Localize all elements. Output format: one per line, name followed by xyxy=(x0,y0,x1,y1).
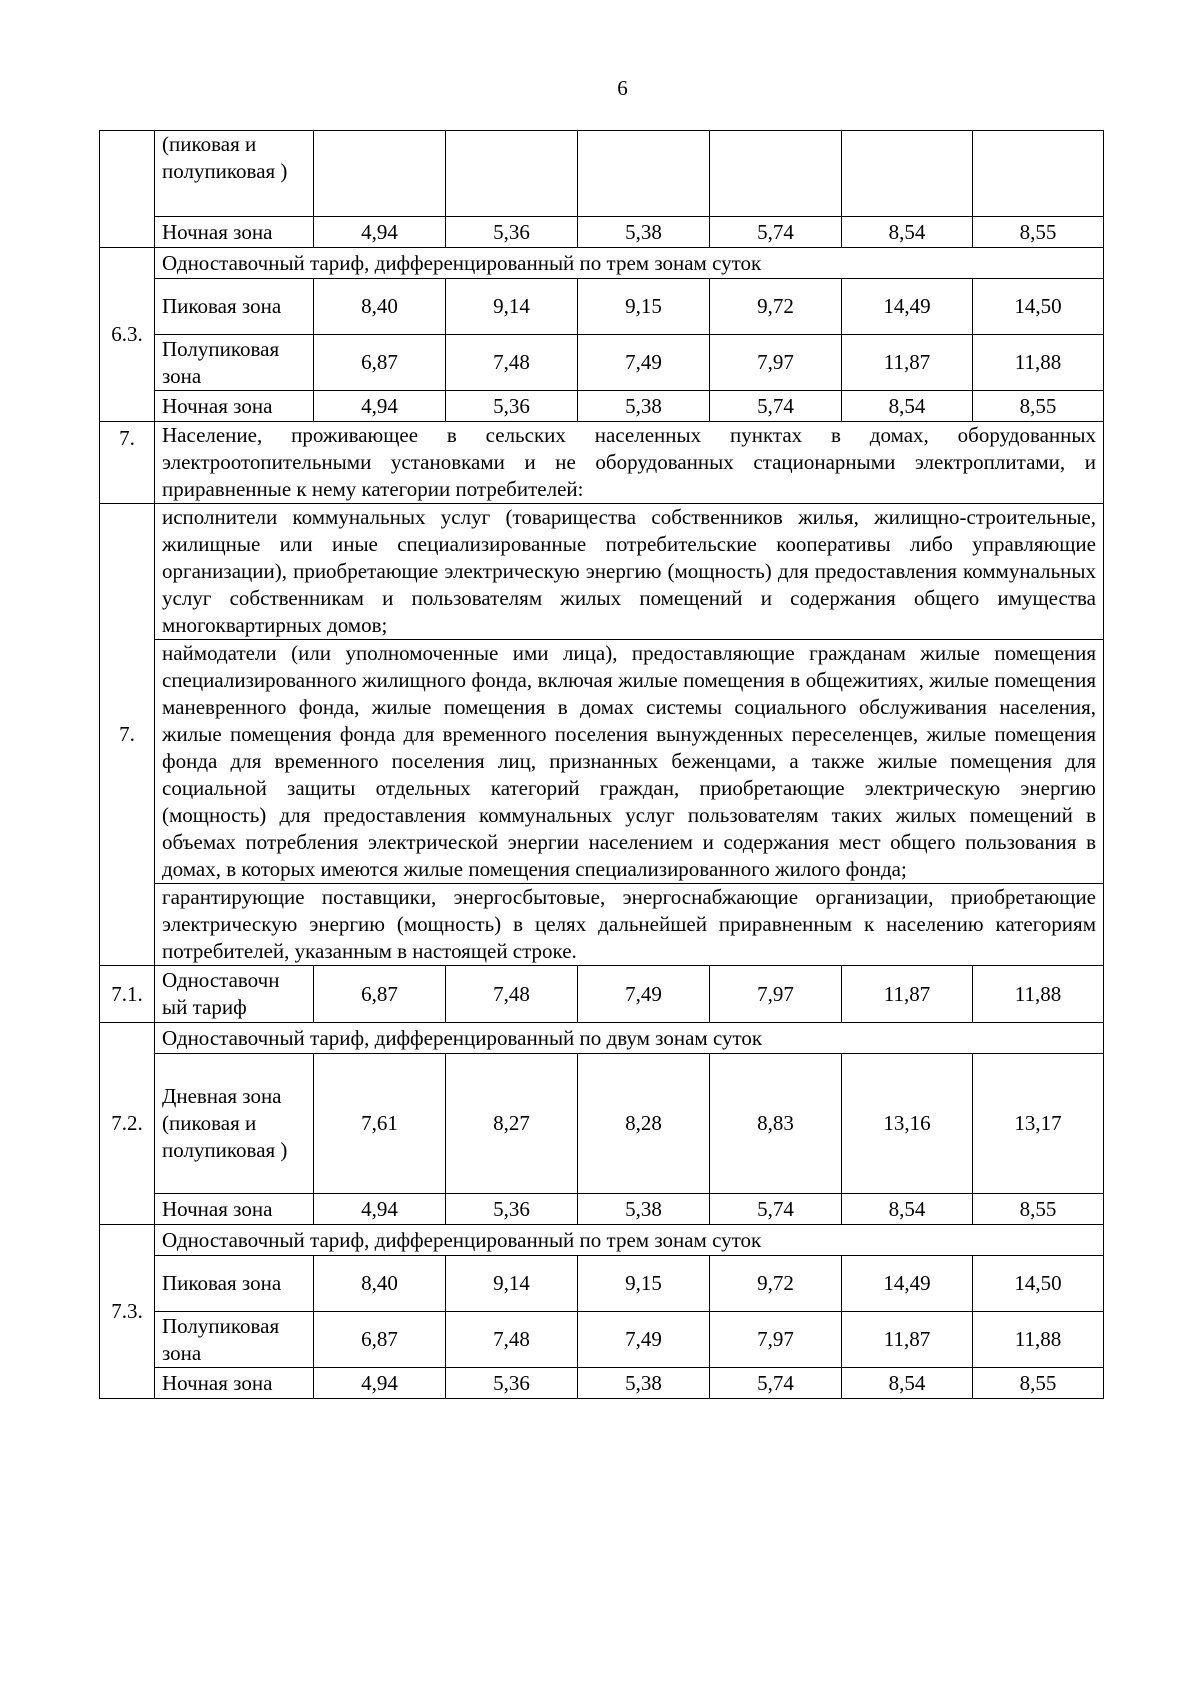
page-number: 6 xyxy=(617,76,628,100)
value-cell: 9,72 xyxy=(710,279,842,335)
row-number-cell: 7. xyxy=(100,504,155,966)
category-description: Население, проживающее в сельских населенных пунктах в домах, оборудованных электроотопительными установками и не оборудованных стационарными электроплитами, и приравненные к нему категории потребителей: xyxy=(155,422,1104,504)
zone-label: Полупиковая зона xyxy=(155,1312,314,1368)
value-cell: 5,36 xyxy=(446,217,578,248)
table-row xyxy=(100,1194,1104,1225)
value-cell: 8,55 xyxy=(973,391,1104,422)
row-number-cell: 7.3. xyxy=(100,1225,155,1399)
zone-label: Ночная зона xyxy=(155,391,314,422)
table-row xyxy=(100,279,1104,335)
value-cell: 8,54 xyxy=(842,217,973,248)
zone-label: Пиковая зона xyxy=(155,1256,314,1312)
value-cell: 9,15 xyxy=(578,1256,710,1312)
value-cell: 7,49 xyxy=(578,335,710,391)
table-row xyxy=(100,1256,1104,1312)
value-cell: 7,48 xyxy=(446,966,578,1023)
value-cell xyxy=(842,131,973,217)
value-cell: 9,15 xyxy=(578,279,710,335)
value-cell: 9,14 xyxy=(446,279,578,335)
value-cell: 8,54 xyxy=(842,1194,973,1225)
value-cell: 5,36 xyxy=(446,1368,578,1399)
value-cell: 8,55 xyxy=(973,217,1104,248)
value-cell: 5,38 xyxy=(578,391,710,422)
zone-label: Ночная зона xyxy=(155,1368,314,1399)
value-cell: 5,38 xyxy=(578,217,710,248)
value-cell: 7,48 xyxy=(446,335,578,391)
value-cell: 7,49 xyxy=(578,966,710,1023)
value-cell: 9,72 xyxy=(710,1256,842,1312)
zone-label: Ночная зона xyxy=(155,217,314,248)
value-cell: 11,87 xyxy=(842,966,973,1023)
table-row xyxy=(100,217,1104,248)
value-cell: 8,27 xyxy=(446,1054,578,1194)
tariff-table xyxy=(99,130,1104,1399)
value-cell: 7,48 xyxy=(446,1312,578,1368)
table-row xyxy=(100,1368,1104,1399)
table-row xyxy=(100,131,1104,217)
value-cell: 5,74 xyxy=(710,391,842,422)
row-number-cell: 7.2. xyxy=(100,1023,155,1225)
value-cell: 11,88 xyxy=(973,966,1104,1023)
row-number-cell: 6.3. xyxy=(100,248,155,422)
zone-label: Полупиковая зона xyxy=(155,335,314,391)
zone-label: Дневная зона (пиковая и полупиковая ) xyxy=(155,1054,314,1194)
value-cell: 11,88 xyxy=(973,335,1104,391)
value-cell: 8,54 xyxy=(842,391,973,422)
row-number-cell xyxy=(100,131,155,248)
zone-label: Одноставочн ый тариф xyxy=(155,966,314,1023)
table-row xyxy=(100,640,1104,884)
value-cell: 6,87 xyxy=(314,1312,446,1368)
table-row xyxy=(100,391,1104,422)
value-cell: 4,94 xyxy=(314,217,446,248)
value-cell: 8,55 xyxy=(973,1194,1104,1225)
value-cell: 9,14 xyxy=(446,1256,578,1312)
section-header: Одноставочный тариф, дифференцированный по трем зонам суток xyxy=(155,248,1104,279)
value-cell xyxy=(314,131,446,217)
value-cell: 5,36 xyxy=(446,1194,578,1225)
value-cell: 8,40 xyxy=(314,279,446,335)
value-cell: 8,28 xyxy=(578,1054,710,1194)
value-cell: 11,88 xyxy=(973,1312,1104,1368)
value-cell: 8,83 xyxy=(710,1054,842,1194)
table-row xyxy=(100,1023,1104,1054)
value-cell: 5,38 xyxy=(578,1194,710,1225)
value-cell: 6,87 xyxy=(314,335,446,391)
value-cell: 8,40 xyxy=(314,1256,446,1312)
value-cell: 5,74 xyxy=(710,217,842,248)
value-cell: 7,97 xyxy=(710,1312,842,1368)
value-cell: 5,36 xyxy=(446,391,578,422)
value-cell: 14,50 xyxy=(973,279,1104,335)
table-row xyxy=(100,248,1104,279)
value-cell: 8,55 xyxy=(973,1368,1104,1399)
value-cell xyxy=(973,131,1104,217)
value-cell: 7,97 xyxy=(710,335,842,391)
value-cell: 13,16 xyxy=(842,1054,973,1194)
value-cell: 4,94 xyxy=(314,1368,446,1399)
category-description: исполнители коммунальных услуг (товарищества собственников жилья, жилищно-строительные, жилищные или иные специализированные потребительские кооперативы либо управляющие организации), приобретающие электрическую энергию (мощность) для предоставления коммунальных услуг собственникам и пользователям жилых помещений и содержания общего имущества многоквартирных домов; xyxy=(155,504,1104,640)
value-cell: 5,38 xyxy=(578,1368,710,1399)
zone-label: Ночная зона xyxy=(155,1194,314,1225)
section-header: Одноставочный тариф, дифференцированный по трем зонам суток xyxy=(155,1225,1104,1256)
value-cell: 5,74 xyxy=(710,1368,842,1399)
row-number-cell: 7. xyxy=(100,422,155,504)
table-row xyxy=(100,966,1104,1023)
value-cell: 13,17 xyxy=(973,1054,1104,1194)
category-description: гарантирующие поставщики, энергосбытовые, энергоснабжающие организации, приобретающие электрическую энергию (мощность) в целях дальнейшей приравненным к населению категориям потребителей, указанным в настоящей строке. xyxy=(155,884,1104,966)
table-row xyxy=(100,335,1104,391)
value-cell: 7,97 xyxy=(710,966,842,1023)
table-row xyxy=(100,1054,1104,1194)
table-row xyxy=(100,1225,1104,1256)
table-row xyxy=(100,422,1104,504)
value-cell: 11,87 xyxy=(842,335,973,391)
zone-label: Пиковая зона xyxy=(155,279,314,335)
table-row xyxy=(100,504,1104,640)
value-cell: 14,50 xyxy=(973,1256,1104,1312)
row-number-cell: 7.1. xyxy=(100,966,155,1023)
section-header: Одноставочный тариф, дифференцированный по двум зонам суток xyxy=(155,1023,1104,1054)
value-cell: 14,49 xyxy=(842,1256,973,1312)
value-cell: 6,87 xyxy=(314,966,446,1023)
zone-label: (пиковая и полупиковая ) xyxy=(155,131,314,217)
table-row xyxy=(100,1312,1104,1368)
value-cell: 8,54 xyxy=(842,1368,973,1399)
value-cell: 11,87 xyxy=(842,1312,973,1368)
value-cell: 4,94 xyxy=(314,1194,446,1225)
value-cell xyxy=(710,131,842,217)
value-cell: 7,61 xyxy=(314,1054,446,1194)
value-cell: 14,49 xyxy=(842,279,973,335)
value-cell: 7,49 xyxy=(578,1312,710,1368)
value-cell xyxy=(446,131,578,217)
value-cell xyxy=(578,131,710,217)
table-row xyxy=(100,884,1104,966)
category-description: наймодатели (или уполномоченные ими лица), предоставляющие гражданам жилые помещения специализированного жилищного фонда, включая жилые помещения в общежитиях, жилые помещения маневренного фонда, жилые помещения в домах системы социального обслуживания населения, жилые помещения фонда для временного поселения вынужденных переселенцев, жилые помещения фонда для временного поселения лиц, признанных беженцами, а также жилые помещения для социальной защиты отдельных категорий граждан, приобретающие электрическую энергию (мощность) для предоставления коммунальных услуг пользователям таких жилых помещений в объемах потребления электрической энергии населением и содержания мест общего пользования в домах, в которых имеются жилые помещения специализированного жилого фонда; xyxy=(155,640,1104,884)
value-cell: 5,74 xyxy=(710,1194,842,1225)
value-cell: 4,94 xyxy=(314,391,446,422)
